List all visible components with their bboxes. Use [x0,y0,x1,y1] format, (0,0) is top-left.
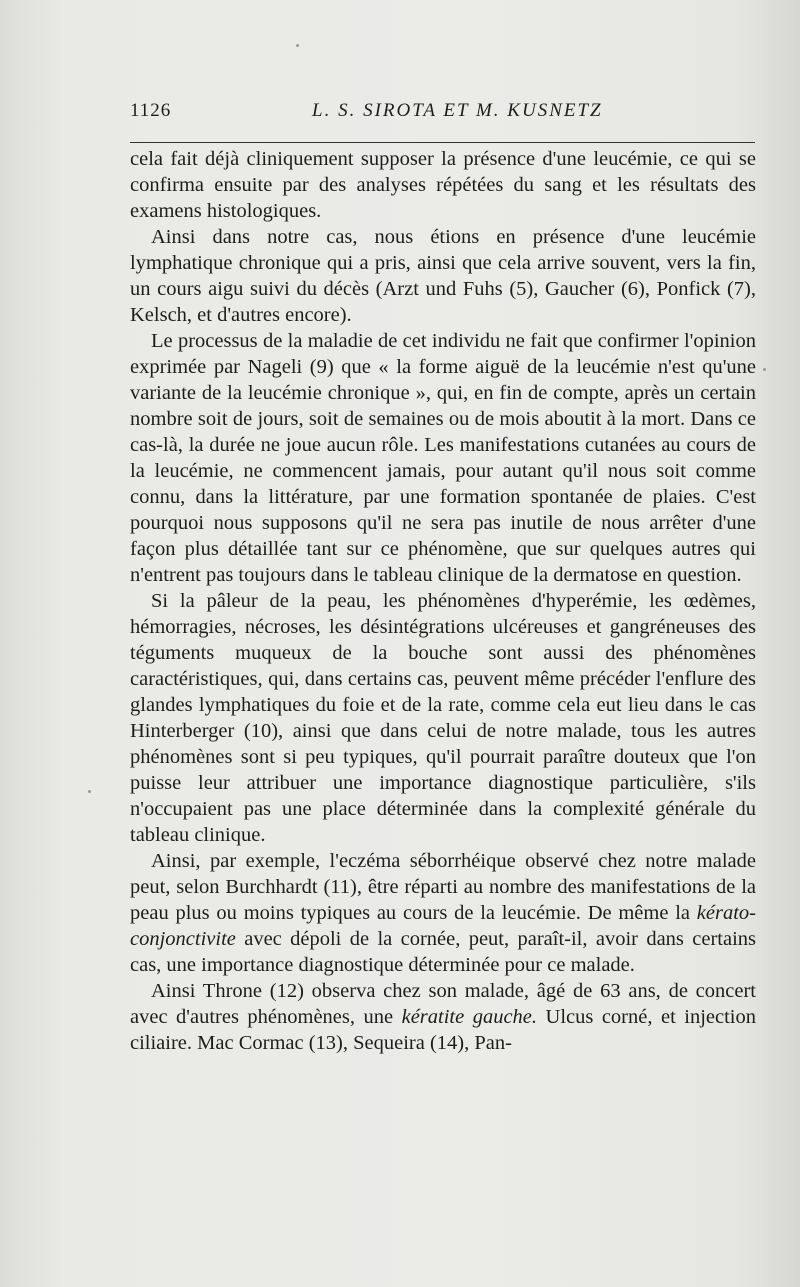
paragraph-continuation: cela fait déjà cliniquement supposer la présence d'une leucémie, ce qui se confirma ensuite par des analyses répétées du sang et les résultats des examens histologiques. [130,148,756,222]
paragraph-throne-text: Ainsi Throne (12) observa chez son malade, âgé de 63 ans, de concert avec d'autres phénomènes, une [130,980,756,1028]
italic-term-keratite-gauche: kératite gauche. [401,1006,538,1028]
paragraph-eczema-text: Ainsi, par exemple, l'eczéma séborrhéique observé chez notre malade peut, selon Burchhardt (11), être réparti au nombre des manifestations de la peau plus ou moins typiques au cours de la leucémie. De même la [130,850,756,924]
paragraph-leucemie-lymphatique: Ainsi dans notre cas, nous étions en présence d'une leucémie lymphatique chronique qui a pris, ainsi que cela arrive souvent, vers la fin, un cours aigu suivi du décès (Arzt und Fuhs (5), Gaucher (6), Ponfick (7), Kelsch, et d'autres encore). [130,226,756,326]
italic-term-kerato-conjonctivite: kérato-conjonctivite [130,902,756,950]
paragraph-throne-text-end: Ulcus corné, et injection ciliaire. Mac Cormac (13), Sequeira (14), Pan- [130,1006,756,1054]
page-header [130,100,756,130]
paper-speck [296,44,299,47]
paragraph-throne [130,978,756,1056]
paragraph-eczema-text-end: avec dépoli de la cornée, peut, paraît-il, avoir dans certains cas, une importance diagnostique déterminée pour ce malade. [130,928,756,976]
running-head: L. S. SIROTA ET M. KUSNETZ [312,100,603,121]
paragraph-paleur-peau: Si la pâleur de la peau, les phénomènes d'hyperémie, les œdèmes, hémorragies, nécroses, les désintégrations ulcéreuses et gangréneuses des téguments muqueux de la bouche sont aussi des phénomènes caractéristiques, qui, dans certains cas, peuvent même précéder l'enflure des glandes lymphatiques du foie et de la rate, comme cela eut lieu dans le cas Hinterberger (10), ainsi que dans celui de notre malade, tous les autres phénomènes sont si peu typiques, qu'il pourrait paraître douteux que l'on puisse leur attribuer une importance diagnostique particulière, s'ils n'occupaient pas une place déterminée dans la complexité générale du tableau clinique. [130,590,756,846]
page-number: 1126 [130,100,172,121]
body-text [130,146,756,1056]
header-rule [130,142,755,143]
paragraph-processus-maladie: Le processus de la maladie de cet individu ne fait que confirmer l'opinion exprimée par Nageli (9) que « la forme aiguë de la leucémie n'est qu'une variante de la leucémie chronique », qui, en fin de compte, après un certain nombre soit de jours, soit de semaines ou de mois aboutit à la mort. Dans ce cas-là, la durée ne joue aucun rôle. Les manifestations cutanées au cours de la leucémie, ne commencent jamais, pour autant qu'il nous soit comme connu, dans la littérature, par une formation spontanée de plaies. C'est pourquoi nous supposons qu'il ne sera pas inutile de nous arrêter d'une façon plus détaillée tant sur ce phénomène, que sur quelques autres qui n'entrent pas toujours dans le tableau clinique de la dermatose en question. [130,330,756,586]
paper-speck [763,368,766,371]
paragraph-eczema [130,848,756,978]
paper-speck [88,790,91,793]
